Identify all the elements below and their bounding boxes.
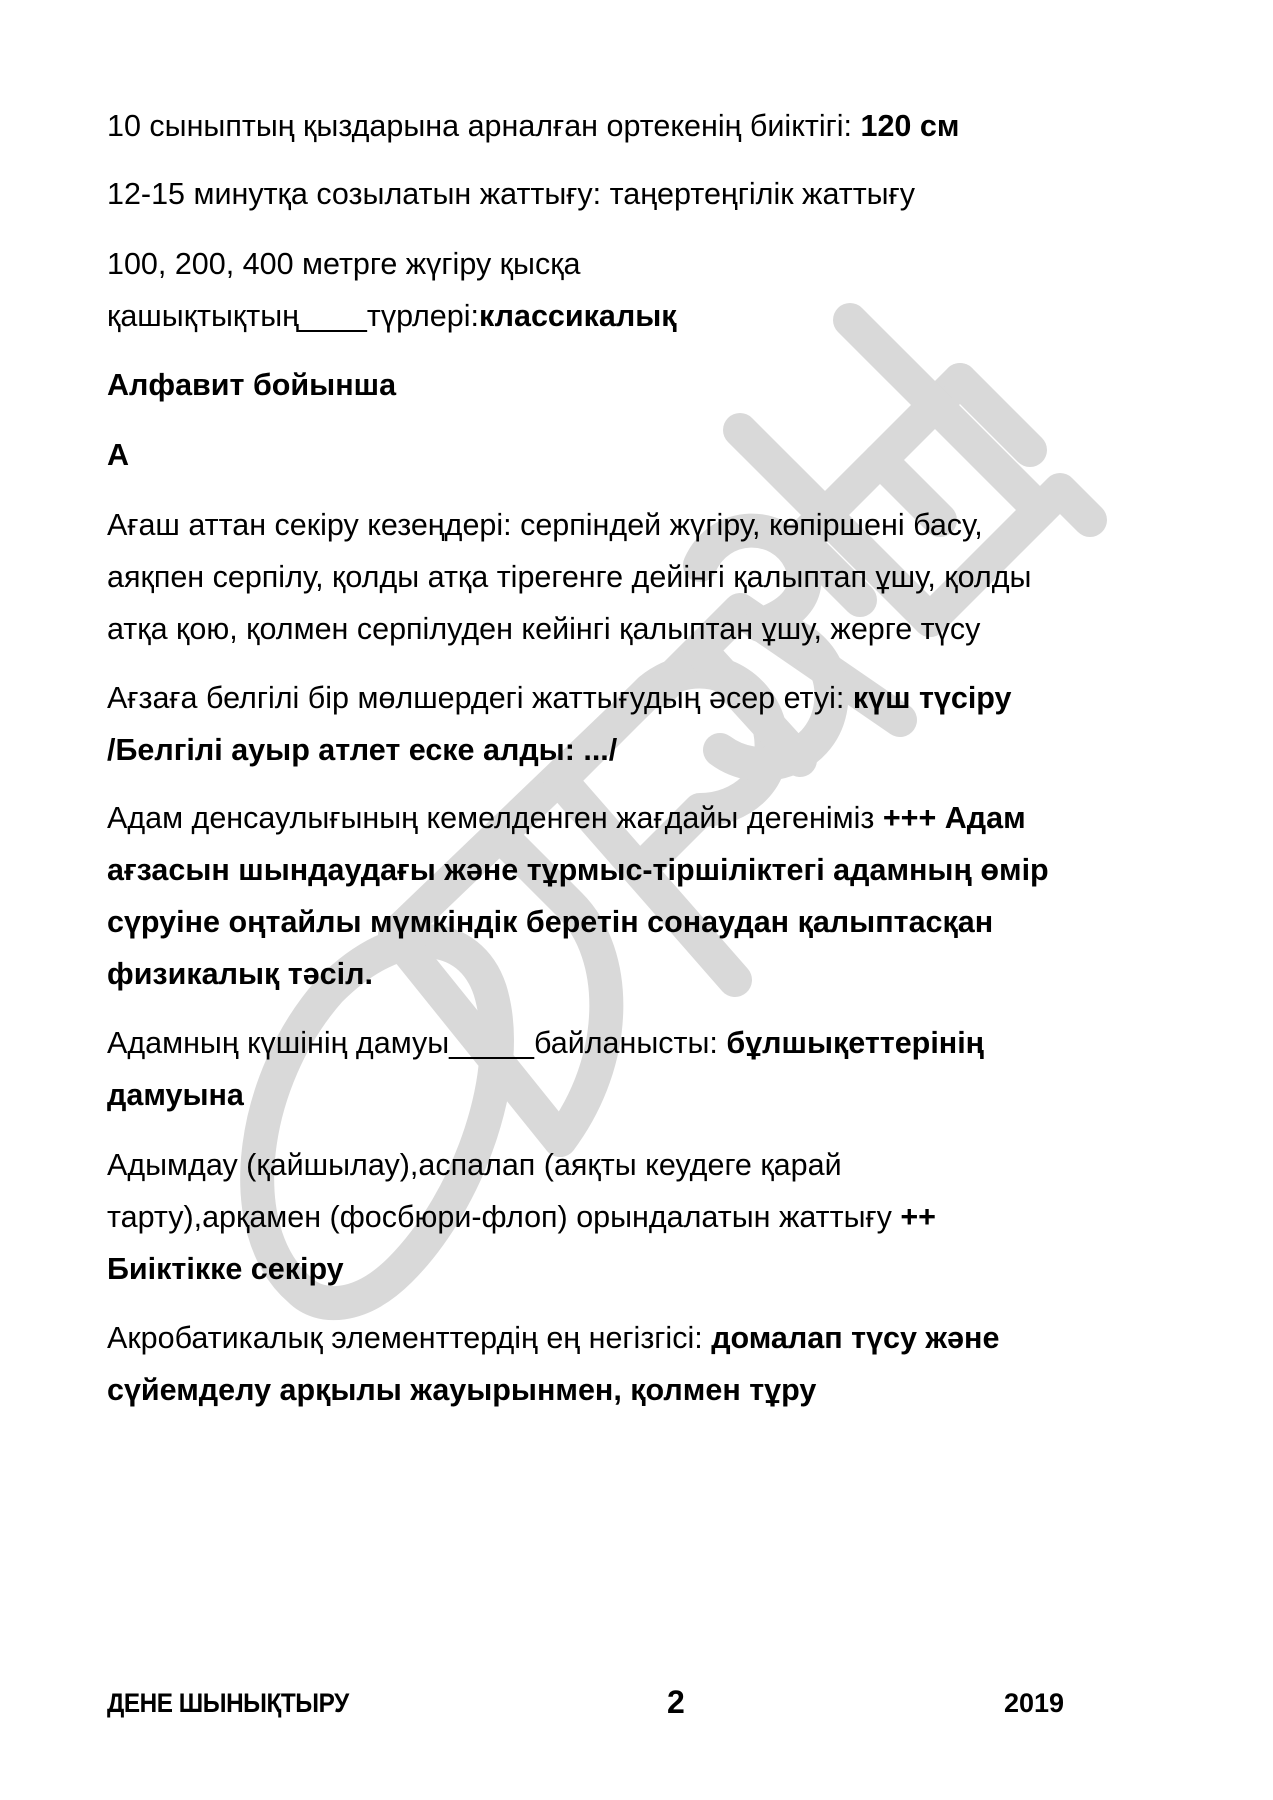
answer-text: классикалық (478, 299, 677, 333)
entry-vault-stages-line-1: Ағаш аттан секіру кезеңдері: серпіндей жүгіру, көпіршені басу, (107, 508, 983, 542)
entry-vault-stages-line-3: атқа қою, қолмен серпілуден кейінгі қалыптан ұшу, жерге түсу (107, 612, 981, 646)
answer-text: күш түсіру (852, 681, 1012, 715)
question-text: 100, 200, 400 метрге жүгіру қысқа (107, 247, 581, 281)
entry-vault-stages-line-2: аяқпен серпілу, қолды атқа тірегенге дейінгі қалыптап ұшу, қолды (107, 560, 1032, 594)
entry-health-line-2: ағзасын шындаудағы және тұрмыс-тіршіліктегі адамның өмір (107, 853, 1049, 887)
qa-line-short-distance-1 (107, 246, 581, 282)
entry-acrobatics-line-1 (107, 1320, 999, 1356)
letter-heading-a: А (107, 438, 130, 472)
qa-line-morning-exercise (107, 176, 915, 212)
question-text: 10 сыныптың қыздарына арналған ортекенің биіктігі: (107, 109, 861, 143)
entry-health-line-1 (107, 800, 1026, 836)
entry-health-line-4: физикалық тәсіл. (107, 957, 373, 991)
question-text: Ағзаға белгілі бір мөлшердегі жаттығудың әсер етуі: (107, 681, 853, 715)
question-text: Адамның күшінің дамуы_____байланысты: (107, 1026, 727, 1060)
entry-high-jump-line-1: Адымдау (қайшылау),аспалап (аяқты кеудеге қарай (107, 1148, 842, 1182)
page-footer (0, 1684, 1273, 1728)
entry-health-line-3: сүруіне оңтайлы мүмкіндік беретін сонаудан қалыптасқан (107, 905, 994, 939)
footer-subject: ДЕНЕ ШЫНЫҚТЫРУ (107, 1688, 349, 1718)
answer-text: бұлшықеттерінің (726, 1026, 985, 1060)
footer-page-number: 2 (667, 1684, 685, 1720)
qa-line-beam-height (107, 108, 959, 144)
entry-acrobatics-line-2: сүйемделу арқылы жауырынмен, қолмен тұру (107, 1373, 817, 1407)
answer-text: +++ Адам (882, 801, 1026, 835)
answer-text: домалап түсу және (711, 1321, 1000, 1355)
section-heading-alphabetical: Алфавит бойынша (107, 368, 397, 402)
answer-marker: ++ (900, 1200, 936, 1234)
question-text: қашықтықтың____түрлері: (107, 299, 479, 333)
entry-strength-line-1 (107, 1025, 984, 1061)
entry-load-line-2: /Белгілі ауыр атлет еске алды: .../ (107, 733, 618, 767)
question-text: Адам денсаулығының кемелденген жағдайы дегеніміз (107, 801, 883, 835)
entry-high-jump-line-3: Биіктікке секіру (107, 1252, 344, 1286)
entry-high-jump-line-2 (107, 1199, 936, 1235)
answer-text: 120 см (860, 109, 960, 143)
entry-strength-line-2: дамуына (107, 1078, 244, 1112)
question-text: Акробатикалық элементтердің ең негізгісі: (107, 1321, 712, 1355)
qa-line-short-distance-2 (107, 298, 677, 334)
question-answer-text: 12-15 минутқа созылатын жаттығу: таңертеңгілік жаттығу (107, 177, 915, 211)
question-text: тарту),арқамен (фосбюри-флоп) орындалатын жаттығу (107, 1200, 901, 1234)
entry-load-line-1 (107, 680, 1012, 716)
footer-year: 2019 (1004, 1688, 1065, 1718)
